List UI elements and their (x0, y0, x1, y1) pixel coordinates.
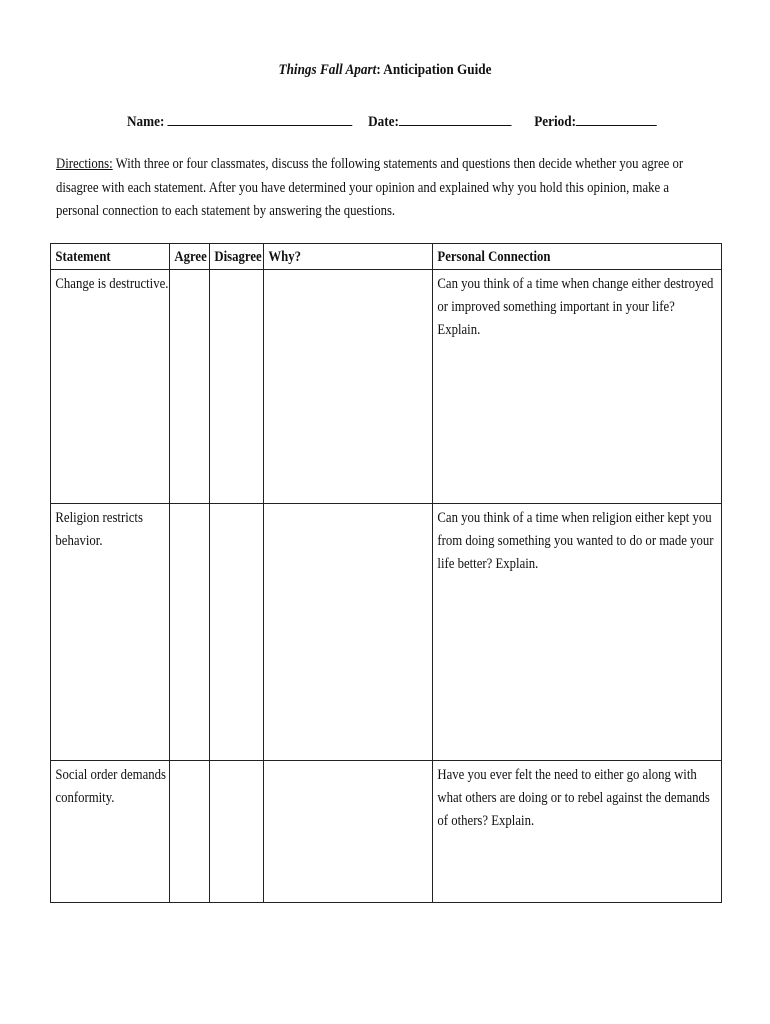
statement-cell: Change is destructive. (51, 270, 170, 504)
personal-connection-cell[interactable]: Have you ever felt the need to either go along with what others are doing or to rebel against the demands of others? Explain. (433, 761, 722, 903)
header-personal-connection: Personal Connection (433, 244, 722, 270)
name-label: Name: (127, 114, 165, 130)
directions-paragraph (56, 153, 707, 224)
agree-cell[interactable] (170, 761, 210, 903)
statement-cell: Religion restricts behavior. (51, 504, 170, 761)
date-label: Date: (368, 114, 399, 130)
table-row (51, 504, 722, 761)
directions-text: With three or four classmates, discuss the following statements and questions then decide whether you agree or disagree with each statement. After you have determined your opinion and explained why you hold this opinion, make a personal connection to each statement by answering the questions. (56, 156, 684, 219)
disagree-cell[interactable] (210, 270, 264, 504)
table-row (51, 761, 722, 903)
header-agree: Agree (170, 244, 210, 270)
why-cell[interactable] (264, 761, 433, 903)
why-cell[interactable] (264, 270, 433, 504)
header-statement: Statement (51, 244, 170, 270)
personal-connection-cell[interactable]: Can you think of a time when religion either kept you from doing something you wanted to do or made your life better? Explain. (433, 504, 722, 761)
disagree-cell[interactable] (210, 761, 264, 903)
agree-cell[interactable] (170, 504, 210, 761)
statement-cell: Social order demands conformity. (51, 761, 170, 903)
student-info-fields (127, 111, 655, 131)
book-title: Things Fall Apart (278, 62, 377, 78)
anticipation-guide-table (50, 243, 722, 903)
directions-label: Directions: (56, 156, 113, 172)
period-field[interactable] (576, 111, 657, 126)
page-title (46, 62, 724, 79)
personal-connection-cell[interactable]: Can you think of a time when change either destroyed or improved something important in your life? Explain. (433, 270, 722, 504)
period-label: Period: (534, 114, 576, 130)
header-why: Why? (264, 244, 433, 270)
name-field[interactable] (168, 111, 353, 126)
title-suffix: : Anticipation Guide (376, 62, 492, 78)
table-header-row (51, 244, 722, 270)
why-cell[interactable] (264, 504, 433, 761)
date-field[interactable] (399, 111, 512, 126)
agree-cell[interactable] (170, 270, 210, 504)
table-row (51, 270, 722, 504)
disagree-cell[interactable] (210, 504, 264, 761)
header-disagree: Disagree (210, 244, 264, 270)
